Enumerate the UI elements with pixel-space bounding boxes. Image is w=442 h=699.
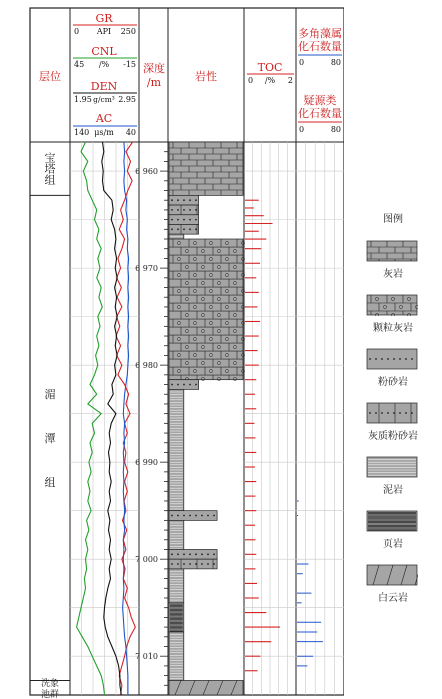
litho-dot [213,515,215,517]
litho-dot [177,228,179,230]
litho-dot [189,384,191,386]
litho-dot [195,553,197,555]
litho-dot [177,553,179,555]
gr-unit: API [96,27,112,36]
fossil1-header-line2: 化石数量 [298,40,342,53]
litho-dot [183,553,185,555]
formation-label: 池群 [40,690,60,699]
lithology-bed-siltstone [169,511,217,521]
litho-dot [195,219,197,221]
litho-dot [201,515,203,517]
litho-dot [183,219,185,221]
litho-fill [367,457,417,477]
formation-label: 组 [44,173,56,187]
litho-dot [171,515,173,517]
legend-label: 灰岩 [383,269,403,280]
den-scale-min: 1.95 [74,95,92,104]
litho-dot [171,228,173,230]
litho-dot [195,209,197,211]
lithology-bed-dolomite [169,680,243,695]
litho-dot [405,412,407,414]
legend [344,0,442,699]
litho-dot [177,209,179,211]
litho-fill [169,520,184,549]
litho-fill [169,632,184,681]
litho-dot [183,384,185,386]
legend-title: 图例 [383,214,403,225]
fossil-count-bars [297,501,323,666]
gr-curve [116,142,135,695]
litho-dot [189,219,191,221]
cnl-unit: /% [98,60,110,69]
legend-swatch [366,456,418,478]
lithology-header: 岩性 [195,70,217,83]
formation-label: 湄 [44,387,56,401]
litho-dot [381,412,383,414]
litho-dot [189,563,191,565]
depth-label: 6 960 [135,167,158,177]
log-curves [77,142,136,695]
lithology-column [169,142,245,695]
litho-dot [189,199,191,201]
lithology-bed-mudstone [169,569,184,603]
lithology-bed-mudstone [169,520,184,549]
litho-dot [369,358,371,360]
lithology-bed-mudstone [169,389,184,510]
formation-label: 组 [44,475,56,489]
lithology-bed-shale [169,603,184,632]
litho-dot [195,515,197,517]
litho-dot [399,412,401,414]
depth-label: 6 980 [135,361,158,371]
fossil1-header-line1: 多角藻属 [298,27,342,40]
litho-fill [169,549,217,559]
formation-label: 潭 [44,431,56,445]
lithology-bed-grain-limestone [169,239,245,381]
lithology-bed-siltstone [169,549,217,559]
gr-scale-max: 250 [120,27,136,36]
litho-fill [169,142,243,195]
depth-label: 6 970 [135,264,158,274]
legend-label: 灰质粉砂岩 [368,431,418,442]
litho-dot [177,199,179,201]
formation-label: 塔 [44,162,56,176]
litho-dot [171,209,173,211]
depth-label: 6 990 [135,458,158,468]
legend-label: 颗粒灰岩 [373,323,413,334]
lithology-bed-siltstone [169,380,199,390]
litho-dot [207,515,209,517]
litho-dot [183,515,185,517]
swatch-pattern [367,403,417,423]
litho-dot [387,358,389,360]
litho-dot [171,219,173,221]
ac-track-name: AC [95,112,113,125]
toc-scale-min: 0 [248,76,254,85]
swatch-pattern [367,295,418,316]
legend-swatch [366,510,418,532]
depth-axis [135,152,168,686]
litho-dot [189,553,191,555]
lithology-bed-mudstone [169,632,184,681]
legend-swatch [366,402,418,424]
litho-dot [183,209,185,211]
swatch-pattern [367,511,417,531]
litho-dot [171,553,173,555]
lithology-bed-silty-limestone [169,224,199,234]
litho-dot [387,412,389,414]
litho-dot [177,515,179,517]
ac-scale-min: 140 [74,128,90,137]
legend-swatch [366,348,418,370]
legend-swatch [366,294,418,316]
cnl-curve [77,142,105,695]
legend-label: 页岩 [383,539,403,550]
litho-dot [393,358,395,360]
litho-dot [393,412,395,414]
litho-dot [183,228,185,230]
toc-track-name: TOC [257,61,283,74]
litho-dot [201,553,203,555]
litho-dot [189,209,191,211]
den-track-name: DEN [90,80,118,93]
litho-dot [381,358,383,360]
fossil2-scale-min: 0 [299,125,305,134]
layer-header: 层位 [39,70,61,83]
lithology-bed-limestone [169,142,243,195]
litho-dot [411,412,413,414]
lithology-bed-mudstone [169,234,184,239]
litho-fill [169,559,217,569]
formation-column [30,151,70,699]
lithology-bed-silty-limestone [169,205,199,215]
swatch-pattern [367,241,417,261]
lithology-bed-siltstone [169,215,199,225]
litho-fill [367,349,417,369]
legend-label: 粉砂岩 [378,377,408,388]
legend-label: 泥岩 [383,485,403,496]
depth-unit: /m [146,76,162,89]
litho-dot [183,199,185,201]
fossil2-scale-max: 80 [330,125,341,134]
litho-dot [195,384,197,386]
formation-label: 宝 [44,151,56,165]
litho-dot [375,358,377,360]
depth-label: 7 000 [135,555,158,565]
swatch-pattern [367,565,418,585]
cnl-track-name: CNL [91,45,117,58]
litho-dot [177,563,179,565]
litho-dot [207,553,209,555]
gr-scale-min: 0 [74,27,80,36]
litho-dot [369,412,371,414]
litho-dot [177,219,179,221]
litho-dot [375,412,377,414]
fossil2-header-line2: 化石数量 [298,107,342,120]
formation-label: 洗象 [40,679,60,690]
legend-swatch [366,240,418,262]
depth-label: 7 010 [135,652,158,662]
ac-scale-max: 40 [125,128,136,137]
cnl-scale-max: -15 [123,60,136,69]
litho-dot [195,228,197,230]
fossil1-scale-max: 80 [330,58,341,67]
litho-dot [183,563,185,565]
litho-dot [399,358,401,360]
litho-dot [171,199,173,201]
ac-unit: μs/m [94,128,114,137]
litho-dot [189,515,191,517]
cnl-scale-min: 45 [74,60,85,69]
legend-swatch [366,564,418,586]
den-unit: g/cm³ [93,95,115,104]
litho-dot [195,563,197,565]
lithology-bed-siltstone [169,195,199,205]
litho-dot [177,384,179,386]
litho-dot [171,563,173,565]
fossil1-scale-min: 0 [299,58,305,67]
lithology-bed-silty-limestone [169,559,217,569]
litho-dot [405,358,407,360]
litho-dot [213,553,215,555]
litho-dot [411,358,413,360]
swatch-pattern [367,457,417,477]
litho-dot [171,384,173,386]
fossil2-header-line1: 疑源类 [303,94,337,107]
litho-dot [213,563,215,565]
litho-fill [169,511,217,521]
litho-fill [367,403,417,423]
legend-label: 白云岩 [378,593,408,604]
track-grid [70,142,344,695]
gr-track-name: GR [95,12,113,25]
litho-dot [207,563,209,565]
toc-unit: /% [264,76,276,85]
litho-fill [367,241,417,261]
depth-header: 深度 [143,62,165,75]
toc-bars [245,200,280,671]
litho-dot [195,199,197,201]
litho-dot [201,563,203,565]
swatch-pattern [367,349,417,369]
den-scale-max: 2.95 [118,95,136,104]
toc-scale-max: 2 [287,76,293,85]
litho-dot [189,228,191,230]
